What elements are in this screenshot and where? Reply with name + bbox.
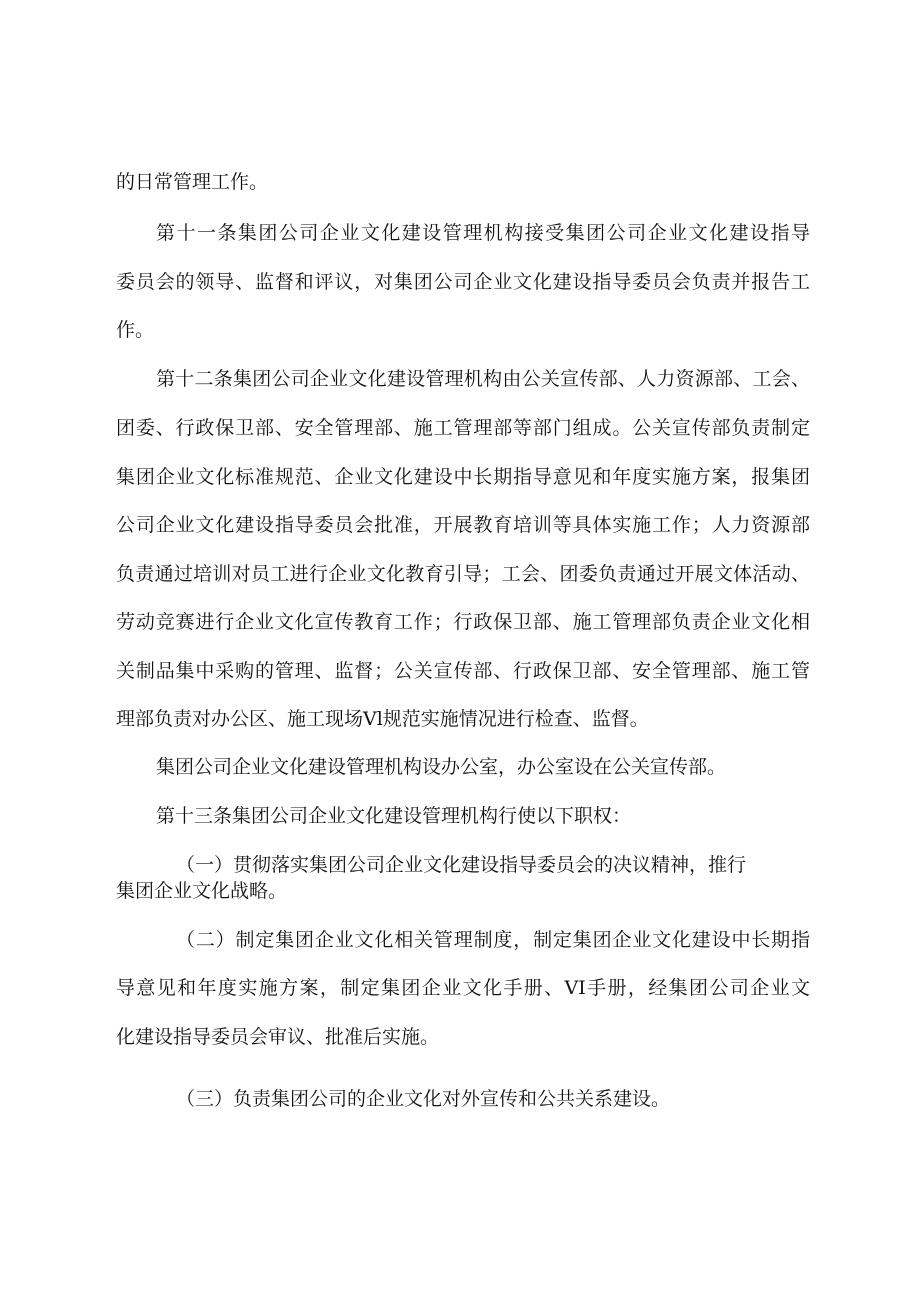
item-1-line-2: 集团企业文化战略。 — [116, 880, 288, 902]
article-11-line-1: 第十一条集团公司企业文化建设管理机构接受集团公司企业文化建设指导 — [156, 222, 810, 244]
article-12-line-3: 集团企业文化标准规范、企业文化建设中长期指导意见和年度实施方案，报集团 — [116, 466, 810, 488]
article-12-line-8: 理部负责对办公区、施工现场Vl规范实施情况进行检查、监督。 — [116, 708, 649, 730]
article-12-line-6: 劳动竞赛进行企业文化宣传教育工作；行政保卫部、施工管理部负责企业文化相 — [116, 611, 810, 633]
item-3-line-1: （三）负责集团公司的企业文化对外宣传和公共关系建设。 — [176, 1088, 671, 1110]
article-12-line-1: 第十二条集团公司企业文化建设管理机构由公关宣传部、人力资源部、工会、 — [156, 368, 810, 390]
item-1-line-1: （一）贯彻落实集团公司企业文化建设指导委员会的决议精神，推行 — [176, 854, 747, 876]
article-12-line-4: 公司企业文化建设指导委员会批准，开展教育培训等具体实施工作；人力资源部 — [116, 514, 810, 536]
item-2-line-2: 导意见和年度实施方案，制定集团企业文化手册、VI手册，经集团公司企业文 — [116, 977, 810, 999]
article-12-line-7: 关制品集中采购的管理、监督；公关宣传部、行政保卫部、安全管理部、施工管 — [116, 660, 810, 682]
item-2-line-1: （二）制定集团企业文化相关管理制度，制定集团企业文化建设中长期指 — [176, 929, 810, 951]
paragraph-line: 的日常管理工作。 — [116, 171, 269, 193]
office-paragraph: 集团公司企业文化建设管理机构设办公室，办公室设在公关宣传部。 — [156, 756, 727, 778]
item-2-line-3: 化建设指导委员会审议、批准后实施。 — [116, 1026, 440, 1048]
article-11-line-2: 委员会的领导、监督和评议，对集团公司企业文化建设指导委员会负责并报告工 — [116, 271, 810, 293]
article-12-line-2: 团委、行政保卫部、安全管理部、施工管理部等部门组成。公关宣传部负责制定 — [116, 417, 810, 439]
article-11-line-3: 作。 — [116, 319, 155, 341]
article-13-heading: 第十三条集团公司企业文化建设管理机构行使以下职权： — [156, 805, 632, 827]
article-12-line-5: 负责通过培训对员工进行企业文化教育引导；工会、团委负责通过开展文体活动、 — [116, 563, 810, 585]
